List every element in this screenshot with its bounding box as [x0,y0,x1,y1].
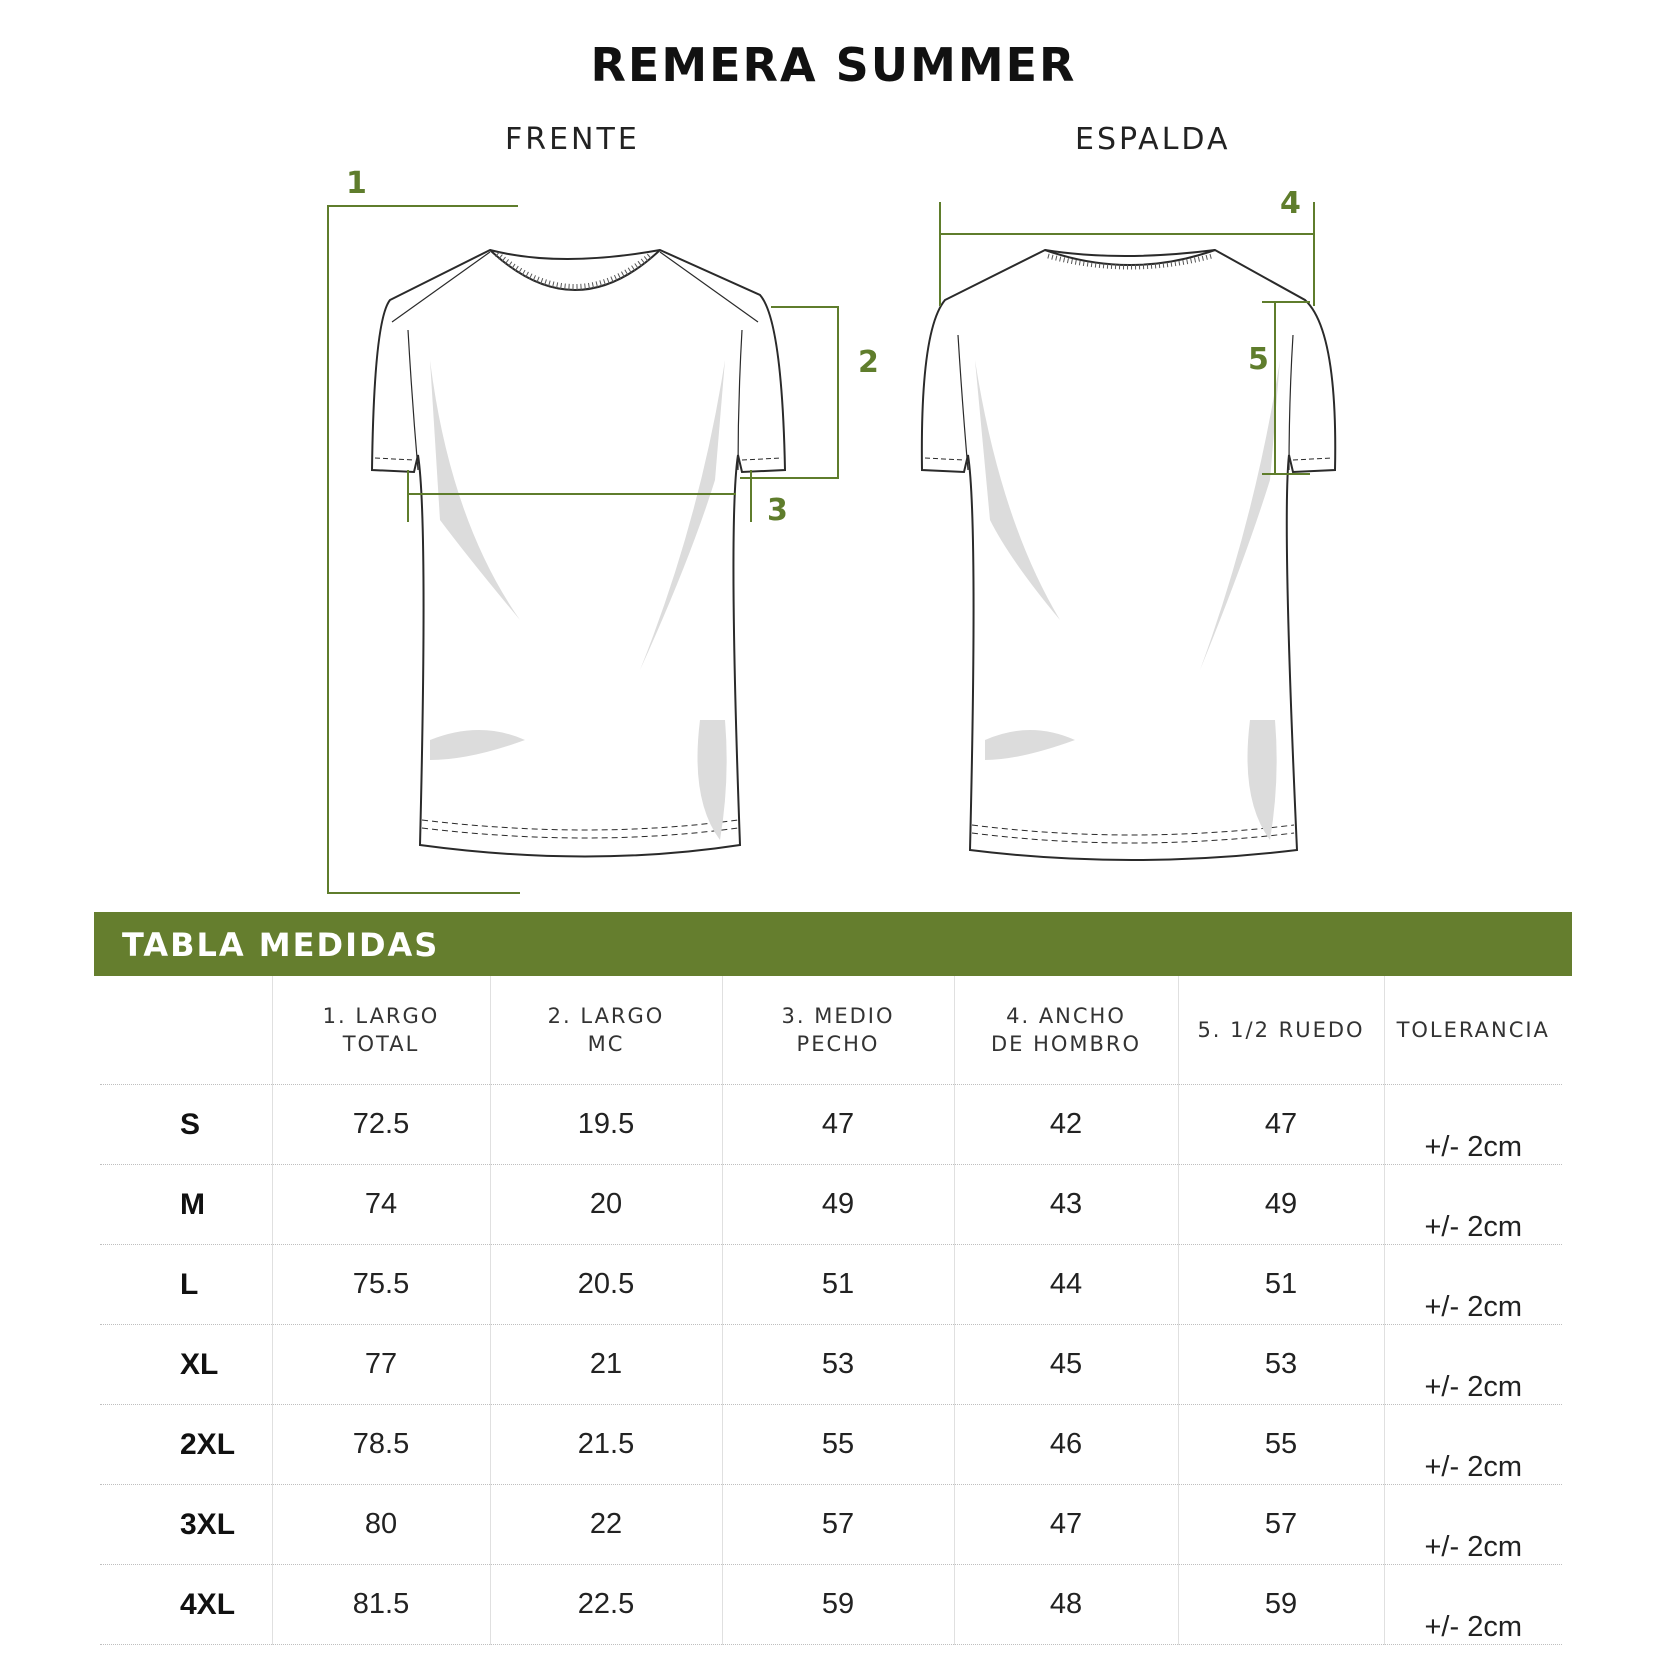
marker-3: 3 [767,493,788,528]
measure-cell: 47 [954,1485,1178,1565]
table-banner-title: TABLA MEDIDAS [122,926,440,964]
size-label: 4XL [100,1565,272,1645]
measure-cell: 49 [722,1165,954,1245]
tolerance-cell: +/- 2cm [1384,1565,1562,1645]
column-header-medio-ruedo: 5. 1/2 RUEDO [1178,976,1384,1085]
tolerance-cell: +/- 2cm [1384,1485,1562,1565]
measure-cell: 55 [722,1405,954,1485]
measure-cell: 21.5 [490,1405,722,1485]
tolerance-cell: +/- 2cm [1384,1245,1562,1325]
marker-5: 5 [1248,342,1269,377]
size-label: 2XL [100,1405,272,1485]
page-title: REMERA SUMMER [590,38,1077,92]
measure-cell: 57 [722,1485,954,1565]
measure-cell: 44 [954,1245,1178,1325]
table-banner [94,912,1572,976]
table-row [100,1245,1562,1325]
measure-cell: 81.5 [272,1565,490,1645]
tolerance-cell: +/- 2cm [1384,1085,1562,1165]
measure-cell: 48 [954,1565,1178,1645]
size-label: XL [100,1325,272,1405]
table-row [100,1485,1562,1565]
measure-cell: 78.5 [272,1405,490,1485]
measure-cell: 74 [272,1165,490,1245]
measure-cell: 22.5 [490,1565,722,1645]
table-row [100,1165,1562,1245]
measure-cell: 53 [722,1325,954,1405]
column-header-tolerancia: TOLERANCIA [1384,976,1562,1085]
measure-cell: 21 [490,1325,722,1405]
size-table [100,976,1562,1645]
tolerance-cell: +/- 2cm [1384,1325,1562,1405]
measure-cell: 45 [954,1325,1178,1405]
size-label: L [100,1245,272,1325]
tolerance-cell: +/- 2cm [1384,1165,1562,1245]
measure-cell: 49 [1178,1165,1384,1245]
column-header-ancho-hombro: 4. ANCHO DE HOMBRO [954,976,1178,1085]
measure-cell: 77 [272,1325,490,1405]
measure-cell: 47 [722,1085,954,1165]
column-header-medio-pecho: 3. MEDIO PECHO [722,976,954,1085]
measure-cell: 80 [272,1485,490,1565]
back-view-label: ESPALDA [1075,122,1231,157]
measure-cell: 51 [1178,1245,1384,1325]
measure-cell: 53 [1178,1325,1384,1405]
measure-cell: 47 [1178,1085,1384,1165]
measure-cell: 20.5 [490,1245,722,1325]
measure-cell: 43 [954,1165,1178,1245]
marker-1: 1 [346,166,367,201]
tolerance-cell: +/- 2cm [1384,1405,1562,1485]
table-header-row [100,976,1562,1085]
measure-cell: 59 [1178,1565,1384,1645]
measure-cell: 72.5 [272,1085,490,1165]
measure-cell: 51 [722,1245,954,1325]
table-row [100,1325,1562,1405]
size-label: M [100,1165,272,1245]
measure-cell: 20 [490,1165,722,1245]
measure-cell: 59 [722,1565,954,1645]
column-header-size [100,976,272,1085]
measure-cell: 55 [1178,1405,1384,1485]
table-row [100,1405,1562,1485]
column-header-largo-mc: 2. LARGO MC [490,976,722,1085]
measure-cell: 57 [1178,1485,1384,1565]
measure-cell: 75.5 [272,1245,490,1325]
measure-cell: 22 [490,1485,722,1565]
measure-cell: 19.5 [490,1085,722,1165]
size-label: S [100,1085,272,1165]
column-header-largo-total: 1. LARGO TOTAL [272,976,490,1085]
marker-4: 4 [1280,186,1301,221]
front-view-label: FRENTE [505,122,640,157]
measure-cell: 42 [954,1085,1178,1165]
table-row [100,1565,1562,1645]
table-row [100,1085,1562,1165]
measure-cell: 46 [954,1405,1178,1485]
size-label: 3XL [100,1485,272,1565]
marker-2: 2 [858,345,879,380]
